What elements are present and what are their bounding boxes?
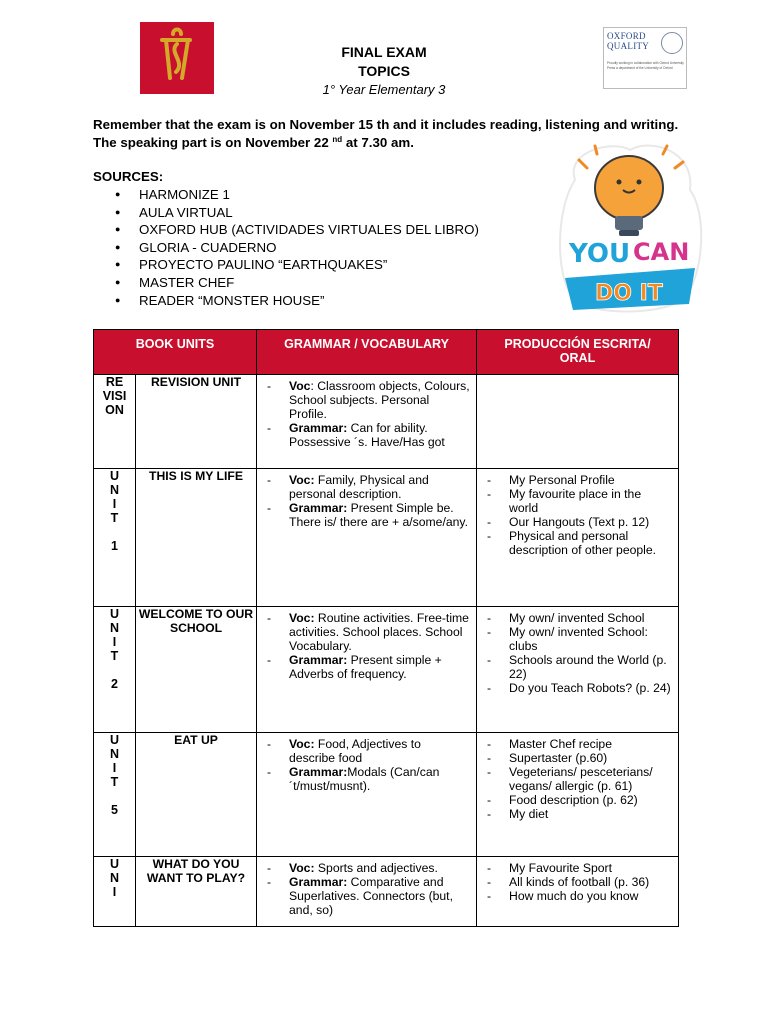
sticker-text-do-it: DO IT	[595, 281, 663, 306]
grammar-text: Present simple + Adverbs of frequency.	[289, 653, 442, 681]
list-item: ● GLORIA - CUADERNO	[93, 239, 479, 257]
unit-line: 2	[111, 677, 118, 691]
unit-line: T	[110, 649, 119, 663]
page-subtitle: 1° Year Elementary 3	[322, 82, 446, 97]
production-cell	[477, 857, 679, 927]
list-item: - How much do you know	[509, 889, 672, 903]
sources-list	[93, 186, 479, 309]
table-header-row	[94, 330, 679, 375]
grammar-label: Grammar:	[289, 875, 348, 889]
grammar-label: Grammar:	[289, 765, 348, 779]
list-item	[289, 765, 470, 793]
unit-spacer	[94, 663, 135, 677]
grammar-label: Grammar:	[289, 653, 348, 667]
unit-cell	[94, 607, 136, 733]
intro-text-1: Remember that the exam is on November 15 th and it includes reading, listening and writing. The speaking part is on November 22	[93, 117, 679, 150]
grammar-label: Grammar:	[289, 421, 348, 435]
unit-spacer	[94, 525, 135, 539]
topics-table	[93, 329, 679, 927]
list-item: - Physical and personal description of other people.	[509, 529, 672, 557]
unit-line: T	[110, 775, 119, 789]
grammar-cell	[257, 375, 477, 469]
grammar-cell	[257, 607, 477, 733]
grammar-label: Grammar:	[289, 501, 348, 515]
grammar-text: Family, Physical and personal description.	[289, 473, 429, 501]
unit-line: T	[110, 511, 119, 525]
header-grammar-vocabulary	[257, 330, 477, 375]
list-item: - Vegeterians/ pesceterians/ vegans/ allergic (p. 61)	[509, 765, 672, 793]
list-item	[289, 379, 470, 421]
list-item	[289, 861, 470, 875]
list-item: - My Personal Profile	[509, 473, 672, 487]
list-item: ● OXFORD HUB (ACTIVIDADES VIRTUALES DEL LIBRO)	[93, 221, 479, 239]
unit-cell	[94, 733, 136, 857]
table-row	[94, 607, 679, 733]
unit-line: 5	[111, 803, 118, 817]
sticker-text-you: YOU	[569, 239, 631, 269]
unit-line: I	[112, 761, 117, 775]
list-item: ● HARMONIZE 1	[93, 186, 479, 204]
grammar-cell	[257, 469, 477, 607]
list-item: - Food description (p. 62)	[509, 793, 672, 807]
list-item: - My own/ invented School	[509, 611, 672, 625]
grammar-text: Modals (Can/can ´t/must/musnt).	[289, 765, 440, 793]
unit-title: WELCOME TO OUR SCHOOL	[136, 607, 257, 733]
unit-cell	[94, 857, 136, 927]
list-item	[289, 875, 470, 917]
header-produccion-label: PRODUCCIÓN ESCRITA/ ORAL	[504, 337, 651, 365]
list-item: ● READER “MONSTER HOUSE”	[93, 292, 479, 310]
grammar-text: Can for ability. Possessive ´s. Have/Has got	[289, 421, 445, 449]
sticker-text-can: CAN	[633, 238, 690, 266]
unit-title: EAT UP	[136, 733, 257, 857]
you-can-do-it-sticker	[555, 140, 705, 320]
intro-superscript: nd	[332, 135, 343, 144]
header-produccion	[477, 330, 679, 375]
header-book-units-label: BOOK UNITS	[135, 337, 215, 351]
grammar-label: Voc:	[289, 473, 315, 487]
list-item	[289, 501, 470, 529]
table-row	[94, 469, 679, 607]
oxford-logo-line1: OXFORD	[607, 31, 646, 41]
list-item: ● PROYECTO PAULINO “EARTHQUAKES”	[93, 256, 479, 274]
production-cell	[477, 607, 679, 733]
page-title-line1: FINAL EXAM	[341, 44, 427, 60]
unit-line: U	[109, 857, 120, 871]
unit-line: N	[109, 747, 120, 761]
page-title-line2: TOPICS	[358, 63, 410, 79]
list-item: - Schools around the World (p. 22)	[509, 653, 672, 681]
grammar-text: Sports and adjectives.	[314, 861, 438, 875]
grammar-text: Comparative and Superlatives. Connectors (but, and, so)	[289, 875, 453, 917]
list-item: ● AULA VIRTUAL	[93, 204, 479, 222]
list-item: ● MASTER CHEF	[93, 274, 479, 292]
header-grammar-label: GRAMMAR / VOCABULARY	[284, 337, 449, 351]
grammar-label: Voc:	[289, 611, 315, 625]
unit-line: 1	[111, 539, 118, 553]
unit-cell	[94, 375, 136, 469]
unit-line: U	[109, 469, 120, 483]
unit-line: U	[109, 733, 120, 747]
grammar-label: Voc:	[289, 861, 315, 875]
unit-title: THIS IS MY LIFE	[136, 469, 257, 607]
grammar-text: Present Simple be. There is/ there are + a/some/any.	[289, 501, 468, 529]
grammar-cell	[257, 857, 477, 927]
grammar-text: : Classroom objects, Colours, School subjects. Personal Profile.	[289, 379, 470, 421]
list-item	[289, 611, 470, 653]
table-row	[94, 733, 679, 857]
unit-spacer	[94, 789, 135, 803]
unit-line: N	[109, 621, 120, 635]
unit-line: VISI	[102, 389, 127, 403]
list-item: - Supertaster (p.60)	[509, 751, 672, 765]
production-cell	[477, 375, 679, 469]
list-item: - My favourite place in the world	[509, 487, 672, 515]
list-item: - Master Chef recipe	[509, 737, 672, 751]
list-item: - My Favourite Sport	[509, 861, 672, 875]
list-item	[289, 473, 470, 501]
list-item	[289, 737, 470, 765]
oxford-logo-small-text: Proudly working in collaboration with Oxford University Press a department of the University of Oxford	[607, 61, 684, 70]
unit-line: I	[112, 497, 117, 511]
list-item: - My diet	[509, 807, 672, 821]
header-book-units	[94, 330, 257, 375]
grammar-cell	[257, 733, 477, 857]
table-row	[94, 375, 679, 469]
unit-line: U	[109, 607, 120, 621]
grammar-text: Routine activities. Free-time activities. School places. School Vocabulary.	[289, 611, 469, 653]
table-row	[94, 857, 679, 927]
unit-title: REVISION UNIT	[136, 375, 257, 469]
unit-line: N	[109, 871, 120, 885]
grammar-text: Food, Adjectives to describe food	[289, 737, 421, 765]
unit-title: WHAT DO YOU WANT TO PLAY?	[136, 857, 257, 927]
list-item: - All kinds of football (p. 36)	[509, 875, 672, 889]
production-cell	[477, 469, 679, 607]
list-item: - Do you Teach Robots? (p. 24)	[509, 681, 672, 695]
unit-line: RE	[105, 375, 124, 389]
list-item	[289, 653, 470, 681]
unit-line: ON	[105, 403, 124, 417]
unit-line: I	[112, 885, 117, 899]
unit-line: N	[109, 483, 120, 497]
list-item	[289, 421, 470, 449]
intro-text-2: at 7.30 am.	[342, 135, 414, 150]
production-cell	[477, 733, 679, 857]
list-item: - My own/ invented School: clubs	[509, 625, 672, 653]
unit-cell	[94, 469, 136, 607]
sources-label: SOURCES:	[93, 169, 164, 184]
unit-line: I	[112, 635, 117, 649]
oxford-logo-line2: QUALITY	[607, 41, 650, 51]
list-item: - Our Hangouts (Text p. 12)	[509, 515, 672, 529]
grammar-label: Voc	[289, 379, 311, 393]
grammar-label: Voc:	[289, 737, 315, 751]
